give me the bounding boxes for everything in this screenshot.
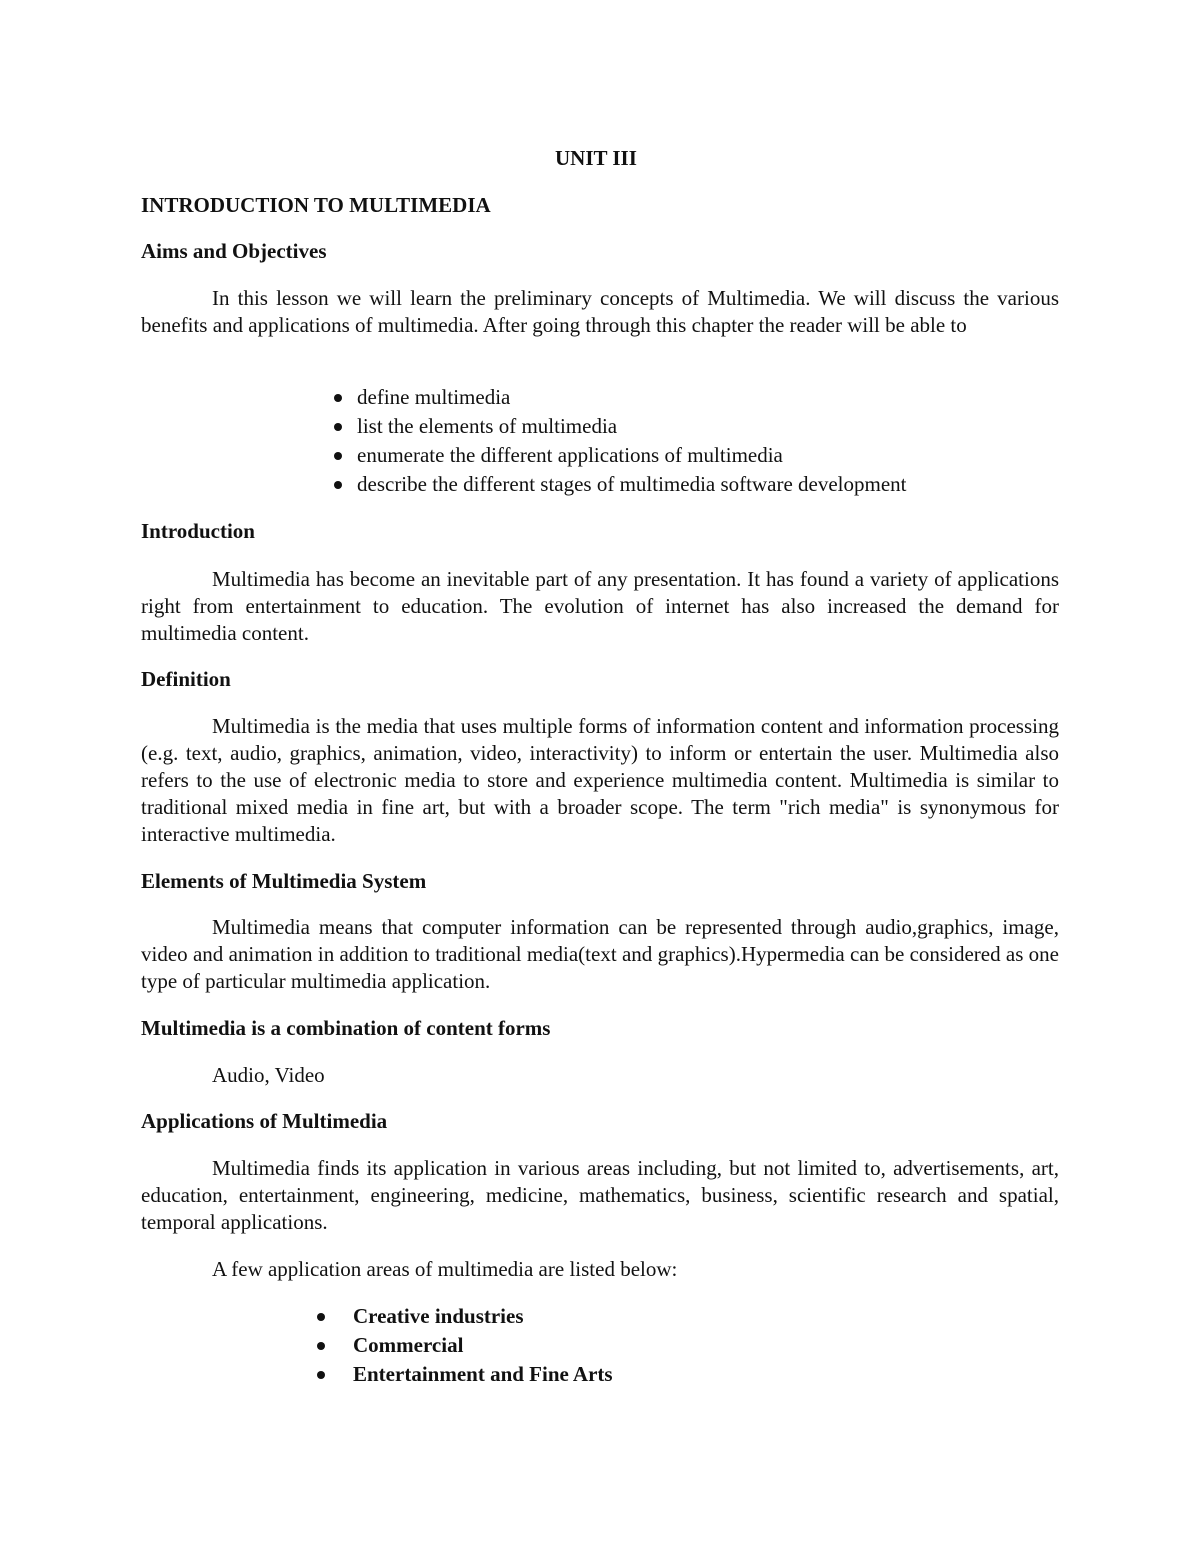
applications-paragraph-text: Multimedia finds its application in various areas including, but not limited to, advertisements, art, education, entertainment, engineering, medicine, mathematics, business, scientific research and spatial, temporal applications. [141,1156,1059,1234]
elements-heading: Elements of Multimedia System [141,869,427,893]
aims-paragraph-text: In this lesson we will learn the preliminary concepts of Multimedia. We will discuss the various benefits and applications of multimedia. After going through this chapter the reader will be able to [141,286,1059,337]
list-item: define multimedia [357,383,907,412]
introduction-paragraph [141,566,1059,647]
aims-heading: Aims and Objectives [141,239,327,263]
list-item: describe the different stages of multimedia software development [357,470,907,499]
applications-paragraph [141,1155,1059,1236]
elements-paragraph [141,914,1059,995]
applications-list-intro: A few application areas of multimedia are listed below: [212,1257,678,1281]
bullet-icon [334,452,342,460]
list-item: Creative industries [353,1302,613,1331]
bullet-icon [317,1371,325,1379]
applications-heading: Applications of Multimedia [141,1109,388,1133]
list-item: enumerate the different applications of multimedia [357,441,907,470]
unit-title: UNIT III [555,146,637,170]
definition-heading: Definition [141,667,231,691]
list-item: list the elements of multimedia [357,412,907,441]
introduction-paragraph-text: Multimedia has become an inevitable part of any presentation. It has found a variety of applications right from entertainment to education. The evolution of internet has also increased the demand for multimedia content. [141,567,1059,645]
introduction-heading: Introduction [141,519,255,543]
list-item: Entertainment and Fine Arts [353,1360,613,1389]
list-item: Commercial [353,1331,613,1360]
bullet-icon [334,423,342,431]
combination-line: Audio, Video [212,1063,325,1087]
application-areas-list [353,1302,613,1389]
elements-paragraph-text: Multimedia means that computer information can be represented through audio,graphics, image, video and animation in addition to traditional media(text and graphics).Hypermedia can be considered as one type of particular multimedia application. [141,915,1059,993]
aims-paragraph [141,285,1059,339]
bullet-icon [334,481,342,489]
definition-paragraph-text: Multimedia is the media that uses multiple forms of information content and information processing (e.g. text, audio, graphics, animation, video, interactivity) to inform or entertain the user. Multimedia also refers to the use of electronic media to store and experience multimedia content. Multimedia is similar to traditional mixed media in fine art, but with a broader scope. The term "rich media" is synonymous for interactive multimedia. [141,714,1059,846]
bullet-icon [317,1313,325,1321]
bullet-icon [334,394,342,402]
objectives-list [357,383,907,499]
chapter-title: INTRODUCTION TO MULTIMEDIA [141,193,491,217]
definition-paragraph [141,713,1059,848]
combination-heading: Multimedia is a combination of content forms [141,1016,551,1040]
bullet-icon [317,1342,325,1350]
